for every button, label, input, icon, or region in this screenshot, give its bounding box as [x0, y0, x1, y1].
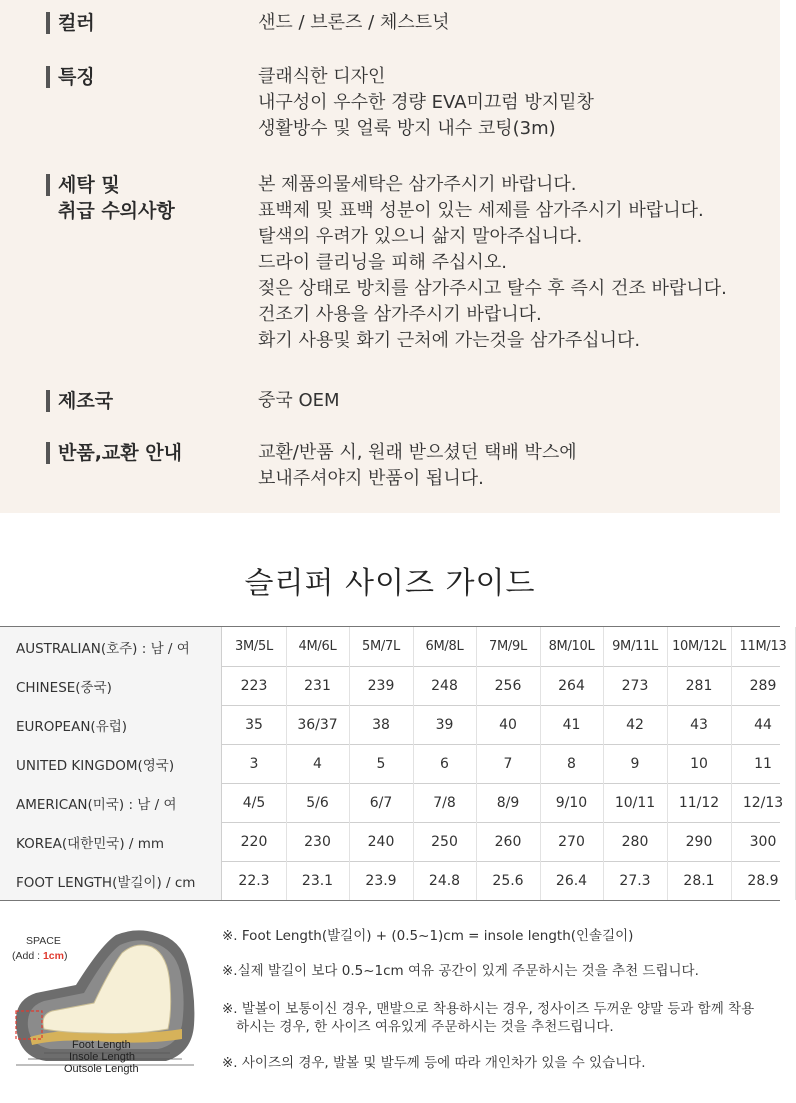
size-row-header: EUROPEAN(유럽)	[0, 705, 222, 744]
size-cell: 6M/8L	[413, 627, 477, 666]
size-cell: 5/6	[286, 783, 350, 822]
size-cell: 41	[540, 705, 604, 744]
size-cell: 9/10	[540, 783, 604, 822]
size-cell: 5	[349, 744, 414, 783]
size-cell: 260	[476, 822, 541, 861]
space-label: SPACE	[26, 935, 61, 947]
size-cell: 289	[731, 666, 796, 705]
info-label: 컬러	[46, 10, 95, 36]
size-cell: 4M/6L	[286, 627, 350, 666]
size-cell: 239	[349, 666, 414, 705]
size-cell: 5M/7L	[349, 627, 414, 666]
size-cell: 281	[667, 666, 732, 705]
size-cell: 39	[413, 705, 477, 744]
outsole-length-label: Outsole Length	[64, 1063, 139, 1075]
size-cell: 43	[667, 705, 732, 744]
size-cell: 230	[286, 822, 350, 861]
size-cell: 10	[667, 744, 732, 783]
info-label: 제조국	[46, 388, 113, 414]
size-cell: 42	[603, 705, 668, 744]
info-label: 특징	[46, 64, 95, 90]
size-cell: 3	[222, 744, 287, 783]
size-cell: 26.4	[540, 861, 604, 900]
size-cell: 231	[286, 666, 350, 705]
note-line: ※. 발볼이 보통이신 경우, 맨발으로 착용하시는 경우, 정사이즈 두꺼운 양말 등과 함께 착용	[222, 1001, 755, 1017]
size-cell: 220	[222, 822, 287, 861]
size-cell: 270	[540, 822, 604, 861]
size-cell: 264	[540, 666, 604, 705]
note-line: ※. Foot Length(발길이) + (0.5~1)cm = insole length(인솔길이)	[222, 928, 634, 944]
size-cell: 3M/5L	[222, 627, 287, 666]
size-cell: 290	[667, 822, 732, 861]
product-info-panel	[0, 0, 780, 513]
size-cell: 250	[413, 822, 477, 861]
size-row-header: KOREA(대한민국) / mm	[0, 822, 222, 861]
space-add-value: 1cm	[42, 950, 64, 962]
size-cell: 36/37	[286, 705, 350, 744]
info-label: 세탁 및 취급 수의사항	[46, 172, 175, 224]
size-cell: 9	[603, 744, 668, 783]
size-cell: 35	[222, 705, 287, 744]
size-table-row	[0, 861, 780, 900]
size-cell: 273	[603, 666, 668, 705]
size-row-header: AUSTRALIAN(호주) : 남 / 여	[0, 627, 222, 666]
note-line: 하시는 경우, 한 사이즈 여유있게 주문하시는 것을 추천드립니다.	[236, 1019, 614, 1035]
size-cell: 223	[222, 666, 287, 705]
size-cell: 248	[413, 666, 477, 705]
size-cell: 10M/12L	[667, 627, 732, 666]
size-cell: 22.3	[222, 861, 287, 900]
note-line: ※. 사이즈의 경우, 발볼 및 발두께 등에 따라 개인차가 있을 수 있습니다.	[222, 1055, 646, 1071]
size-cell: 8M/10L	[540, 627, 604, 666]
size-table-row	[0, 783, 784, 823]
size-cell: 11/12	[667, 783, 732, 822]
size-cell: 24.8	[413, 861, 477, 900]
info-value: 클래식한 디자인 내구성이 우수한 경량 EVA미끄럼 방지밑창 생활방수 및 얼룩 방지 내수 코팅(3m)	[258, 66, 594, 139]
size-cell: 10/11	[603, 783, 668, 822]
size-cell: 11	[731, 744, 796, 783]
size-table-row	[0, 822, 780, 862]
size-cell: 25.6	[476, 861, 541, 900]
size-cell: 300	[731, 822, 796, 861]
size-cell: 27.3	[603, 861, 668, 900]
size-row-header: UNITED KINGDOM(영국)	[0, 744, 222, 783]
info-label: 반품,교환 안내	[46, 440, 182, 466]
size-table	[0, 626, 787, 901]
info-value: 교환/반품 시, 원래 받으셨던 택배 박스에 보내주셔야지 반품이 됩니다.	[258, 442, 577, 489]
size-cell: 7/8	[413, 783, 477, 822]
size-cell: 12/13	[731, 783, 796, 822]
size-cell: 4/5	[222, 783, 287, 822]
size-cell: 40	[476, 705, 541, 744]
size-cell: 256	[476, 666, 541, 705]
size-cell: 8/9	[476, 783, 541, 822]
size-cell: 9M/11L	[603, 627, 668, 666]
size-cell: 6/7	[349, 783, 414, 822]
size-cell: 23.1	[286, 861, 350, 900]
size-cell: 7M/9L	[476, 627, 541, 666]
size-cell: 240	[349, 822, 414, 861]
foot-length-label: Foot Length	[72, 1039, 131, 1051]
size-cell: 11M/13	[731, 627, 796, 666]
note-line: ※.실제 발길이 보다 0.5~1cm 여유 공간이 있게 주문하시는 것을 추천 드립니다.	[222, 963, 699, 979]
size-row-header: AMERICAN(미국) : 남 / 여	[0, 783, 222, 822]
size-table-row	[0, 666, 780, 706]
size-cell: 6	[413, 744, 477, 783]
size-table-row	[0, 705, 780, 745]
size-row-header: FOOT LENGTH(발길이) / cm	[0, 861, 222, 900]
size-table-row	[0, 627, 787, 667]
foot-size-diagram	[6, 925, 206, 1085]
insole-length-label: Insole Length	[69, 1051, 136, 1063]
size-cell: 23.9	[349, 861, 414, 900]
info-value: 중국 OEM	[258, 390, 340, 411]
size-cell: 8	[540, 744, 604, 783]
size-row-header: CHINESE(중국)	[0, 666, 222, 705]
size-cell: 7	[476, 744, 541, 783]
size-cell: 28.1	[667, 861, 732, 900]
space-add-label: (Add : 1cm)	[12, 950, 68, 962]
size-table-row	[0, 744, 780, 784]
info-value: 샌드 / 브론즈 / 체스트넛	[258, 12, 450, 33]
size-cell: 28.9	[731, 861, 796, 900]
size-cell: 4	[286, 744, 350, 783]
size-cell: 38	[349, 705, 414, 744]
info-value: 본 제품의물세탁은 삼가주시기 바랍니다. 표백제 및 표백 성분이 있는 세제를 삼가주시기 바랍니다. 탈색의 우려가 있으니 삶지 말아주십니다. 드라이 클리닝을 피해 주십시오. 젖은 상태로 방치를 삼가주시고 탈수 후 즉시 건조 바랍니다. 건조기 사용을 삼가주시기 바랍니다. 화기 사용및 화기 근처에 가는것을 삼가주십니다.	[258, 174, 727, 351]
size-cell: 280	[603, 822, 668, 861]
size-guide-title: 슬리퍼 사이즈 가이드	[244, 566, 536, 601]
size-cell: 44	[731, 705, 796, 744]
